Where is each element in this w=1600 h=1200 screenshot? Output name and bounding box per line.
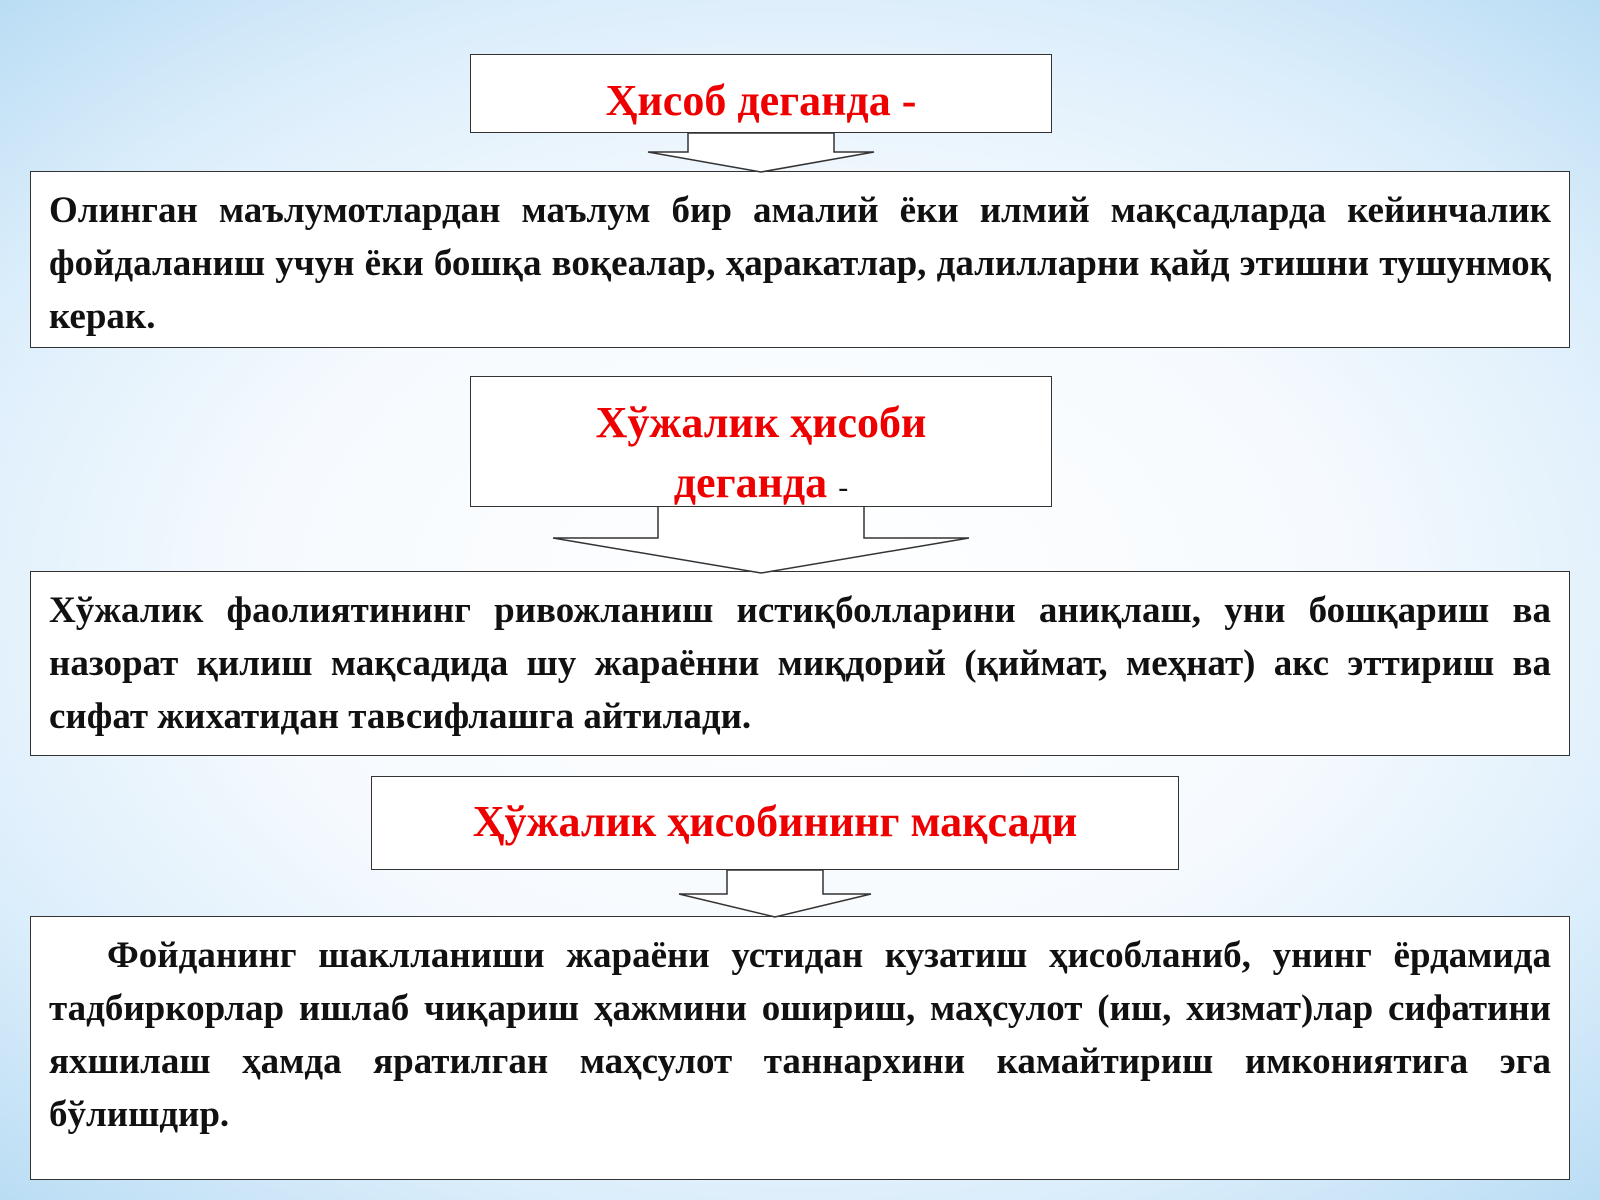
- heading-maqsad-text: Ҳўжалик ҳисобининг мақсади: [472, 797, 1078, 846]
- heading-hisob-text: Ҳисоб деганда -: [605, 76, 917, 125]
- heading-xojalik-hisobi-line2: [471, 453, 1051, 518]
- heading-dash: -: [838, 471, 849, 504]
- arrow-down-3: [679, 870, 871, 918]
- content-hisob-definition: Олинган маълумотлардан маълум бир амалий ёки илмий мақсадларда кейинчалик фойдаланиш учун ёки бошқа воқеалар, ҳаракатлар, далилларни қайд этишни тушунмоқ керак.: [30, 171, 1570, 348]
- content-maqsad-definition: Фойданинг шаклланиши жараёни устидан кузатиш ҳисобланиб, унинг ёрдамида тадбиркорлар ишлаб чиқариш ҳажмини ошириш, маҳсулот (иш, хизмат)лар сифатини яхшилаш ҳамда яратилган маҳсулот таннархини камайтириш имкониятига эга бўлишдир.: [30, 916, 1570, 1180]
- content-xojalik-hisobi-definition: Хўжалик фаолиятининг ривожланиш истиқболларини аниқлаш, уни бошқариш ва назорат қилиш мақсадида шу жараённи миқдорий (қиймат, меҳнат) акс эттириш ва сифат жихатидан тавсифлашга айтилади.: [30, 571, 1570, 756]
- heading-hisob-box: [470, 54, 1052, 133]
- heading-maqsad-box: [371, 776, 1179, 870]
- arrow-down-1: [648, 133, 874, 173]
- heading-xojalik-hisobi-word: деганда: [673, 458, 828, 507]
- heading-xojalik-hisobi-line1: Хўжалик ҳисоби: [595, 398, 927, 447]
- heading-xojalik-hisobi-box: [470, 376, 1052, 507]
